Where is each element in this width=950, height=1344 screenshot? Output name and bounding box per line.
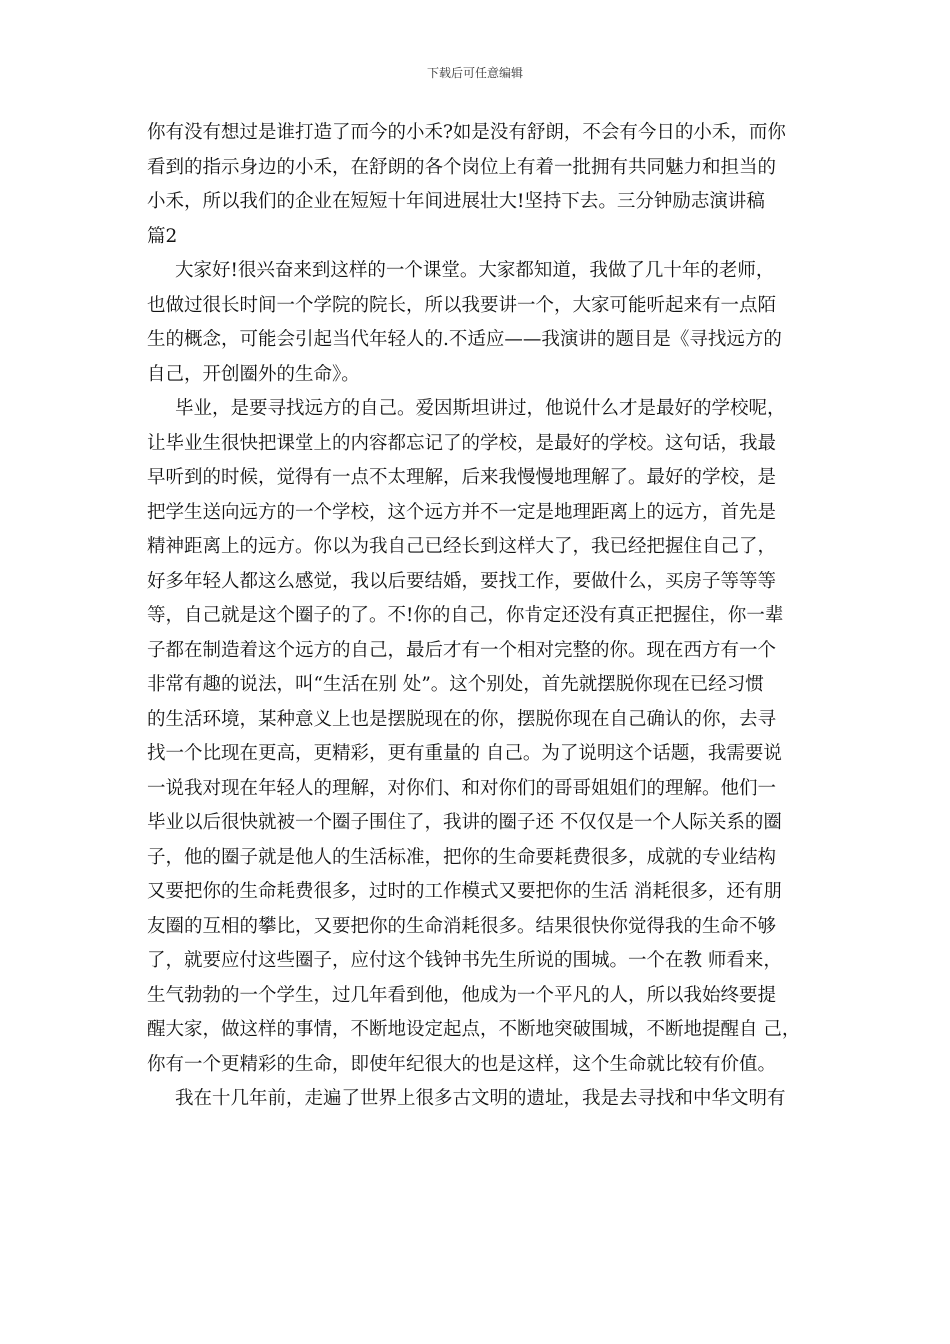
text-line: 醒大家，做这样的事情，不断地设定起点，不断地突破围城，不断地提醒自 己， [147, 1019, 801, 1040]
text-line: 友圈的互相的攀比，又要把你的生命消耗很多。结果很快你觉得我的生命不够 [147, 915, 777, 937]
text-line: 毕业，是要寻找远方的自己。爱因斯坦讲过，他说什么才是最好的学校呢， [175, 398, 786, 419]
text-line: 好多年轻人都这么感觉，我以后要结婚，要找工作，要做什么，买房子等等等 [147, 570, 777, 592]
text-line: 小禾，所以我们的企业在短短十年间进展壮大!坚持下去。三分钟励志演讲稿 [147, 191, 765, 212]
text-line: 把学生送向远方的一个学校，这个远方并不一定是地理距离上的远方，首先是 [147, 501, 777, 523]
text-line: 精神距离上的远方。你以为我自己已经长到这样大了，我已经把握住自己了， [147, 536, 777, 557]
text-line: 毕业以后很快就被一个圈子围住了，我讲的圈子还 不仅仅是一个人际关系的圈 [147, 812, 782, 833]
text-line: 了，就要应付这些圈子，应付这个钱钟书先生所说的围城。一个在教 师看来， [147, 950, 782, 971]
page-header: 下载后可任意编辑 [426, 66, 523, 80]
text-line: 也做过很长时间一个学院的院长，所以我要讲一个，大家可能听起来有一点陌 [147, 294, 777, 316]
text-line: 的生活环境，某种意义上也是摆脱现在的你，摆脱你现在自己确认的你，去寻 [147, 708, 777, 730]
document-body [147, 116, 817, 1117]
text-line: 我在十几年前，走遍了世界上很多古文明的遗址，我是去寻找和中华文明有 [175, 1088, 786, 1109]
text-line: 又要把你的生命耗费很多，过时的工作模式又要把你的生活 消耗很多，还有朋 [147, 881, 782, 902]
text-line: 生的概念，可能会引起当代年轻人的.不适应——我演讲的题目是《寻找远方的 [147, 329, 782, 350]
text-line: 非常有趣的说法，叫“生活在别 处”。这个别处，首先就摆脱你现在已经习惯 [147, 674, 764, 695]
text-line: 大家好!很兴奋来到这样的一个课堂。大家都知道，我做了几十年的老师， [175, 260, 775, 281]
text-line: 一说我对现在年轻人的理解，对你们、和对你们的哥哥姐姐们的理解。他们一 [147, 777, 777, 799]
text-line: 看到的指示身边的小禾，在舒朗的各个岗位上有着一批拥有共同魅力和担当的 [147, 156, 777, 178]
text-line: 篇2 [147, 225, 178, 247]
text-line: 找一个比现在更高，更精彩，更有重量的 自己。为了说明这个话题，我需要说 [147, 743, 782, 764]
text-line: 早听到的时候，觉得有一点不太理解，后来我慢慢地理解了。最好的学校，是 [147, 467, 777, 488]
text-line: 子都在制造着这个远方的自己，最后才有一个相对完整的你。现在西方有一个 [147, 639, 777, 661]
text-line: 你有没有想过是谁打造了而今的小禾?如是没有舒朗，不会有今日的小禾，而你 [147, 122, 786, 143]
text-line: 等，自己就是这个圈子的了。不!你的自己，你肯定还没有真正把握住，你一辈 [147, 605, 784, 626]
text-line: 让毕业生很快把课堂上的内容都忘记了的学校，是最好的学校。这句话，我最 [147, 432, 777, 454]
text-line: 生气勃勃的一个学生，过几年看到他，他成为一个平凡的人，所以我始终要提 [147, 984, 777, 1006]
text-line: 子，他的圈子就是他人的生活标准，把你的生命要耗费很多，成就的专业结构 [147, 846, 777, 868]
text-line: 自己，开创圈外的生命》。 [147, 363, 360, 385]
text-line: 你有一个更精彩的生命，即使年纪很大的也是这样，这个生命就比较有价值。 [147, 1053, 777, 1075]
